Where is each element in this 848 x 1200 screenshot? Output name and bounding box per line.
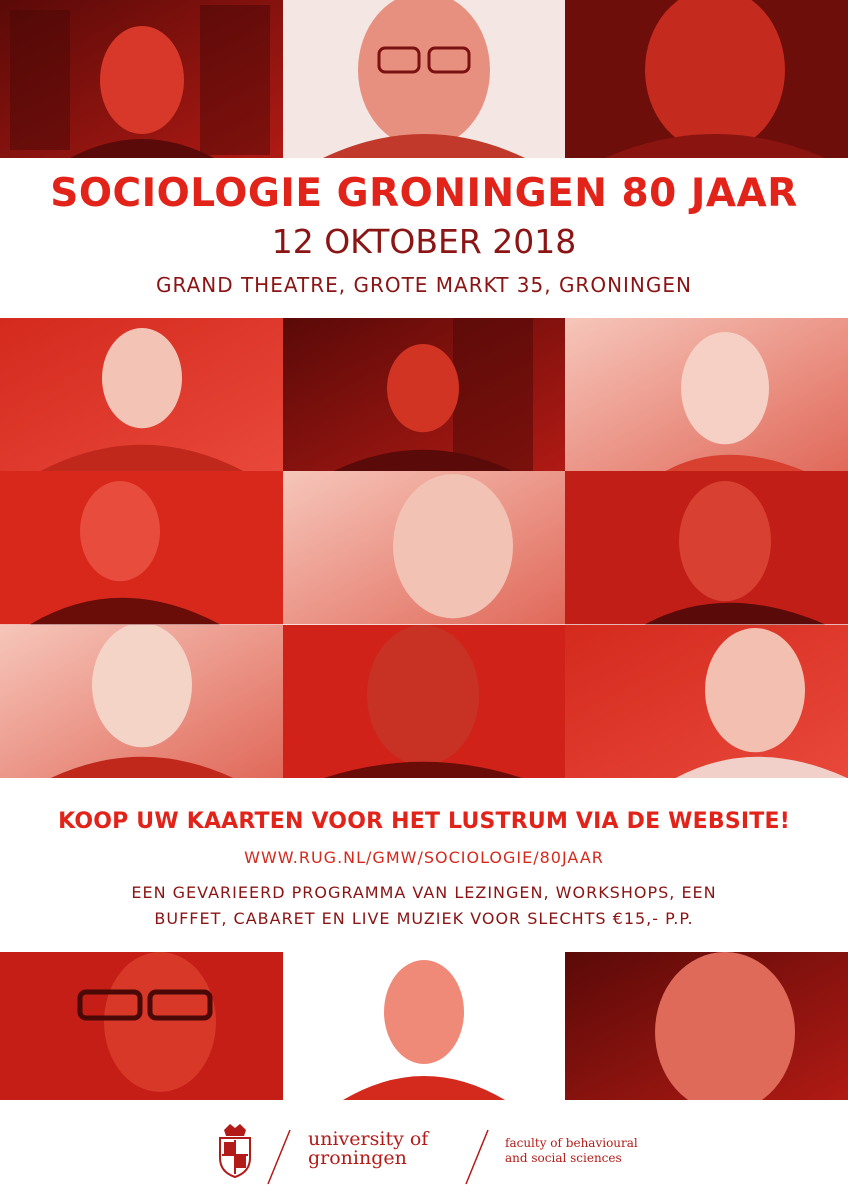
portrait-photo — [565, 471, 848, 624]
portrait-photo — [0, 471, 283, 624]
faculty-name-line: faculty of behavioural — [505, 1136, 638, 1150]
divider-slash — [462, 1128, 492, 1186]
divider-slash — [264, 1128, 294, 1186]
university-name-line: university of — [308, 1128, 429, 1150]
bottom-portrait-row — [0, 952, 848, 1100]
faculty-name — [505, 1136, 638, 1166]
portrait-photo — [0, 318, 283, 471]
event-website-link[interactable]: WWW.RUG.NL/GMW/SOCIOLOGIE/80JAAR — [244, 848, 604, 867]
portrait-photo — [283, 952, 565, 1100]
event-title: SOCIOLOGIE GRONINGEN 80 JAAR — [50, 171, 798, 216]
portrait-photo — [565, 0, 848, 158]
description-line: BUFFET, CABARET EN LIVE MUZIEK VOOR SLECHTS €15,- P.P. — [154, 909, 694, 928]
university-name-line: groningen — [308, 1147, 407, 1169]
faculty-name-line: and social sciences — [505, 1151, 622, 1165]
university-name — [308, 1130, 428, 1168]
portrait-photo — [565, 952, 848, 1100]
portrait-photo — [565, 625, 848, 778]
portrait-photo — [0, 0, 283, 158]
portrait-photo — [0, 625, 283, 778]
event-header — [0, 170, 848, 300]
university-crest-icon — [216, 1122, 254, 1178]
portrait-photo — [0, 952, 283, 1100]
portrait-grid — [0, 318, 848, 778]
portrait-photo — [283, 318, 565, 471]
portrait-photo — [283, 471, 565, 624]
top-portrait-row — [0, 0, 848, 158]
ticket-cta: KOOP UW KAARTEN VOOR HET LUSTRUM VIA DE WEBSITE! — [58, 809, 790, 834]
footer-logos — [0, 1100, 848, 1200]
event-date: 12 OKTOBER 2018 — [271, 222, 577, 261]
event-venue: GRAND THEATRE, GROTE MARKT 35, GRONINGEN — [155, 273, 692, 297]
description-line: EEN GEVARIEERD PROGRAMMA VAN LEZINGEN, WORKSHOPS, EEN — [131, 883, 717, 902]
portrait-photo — [565, 318, 848, 471]
ticket-info — [0, 806, 848, 932]
portrait-photo — [283, 0, 565, 158]
portrait-photo — [283, 625, 565, 778]
program-description — [0, 880, 848, 932]
